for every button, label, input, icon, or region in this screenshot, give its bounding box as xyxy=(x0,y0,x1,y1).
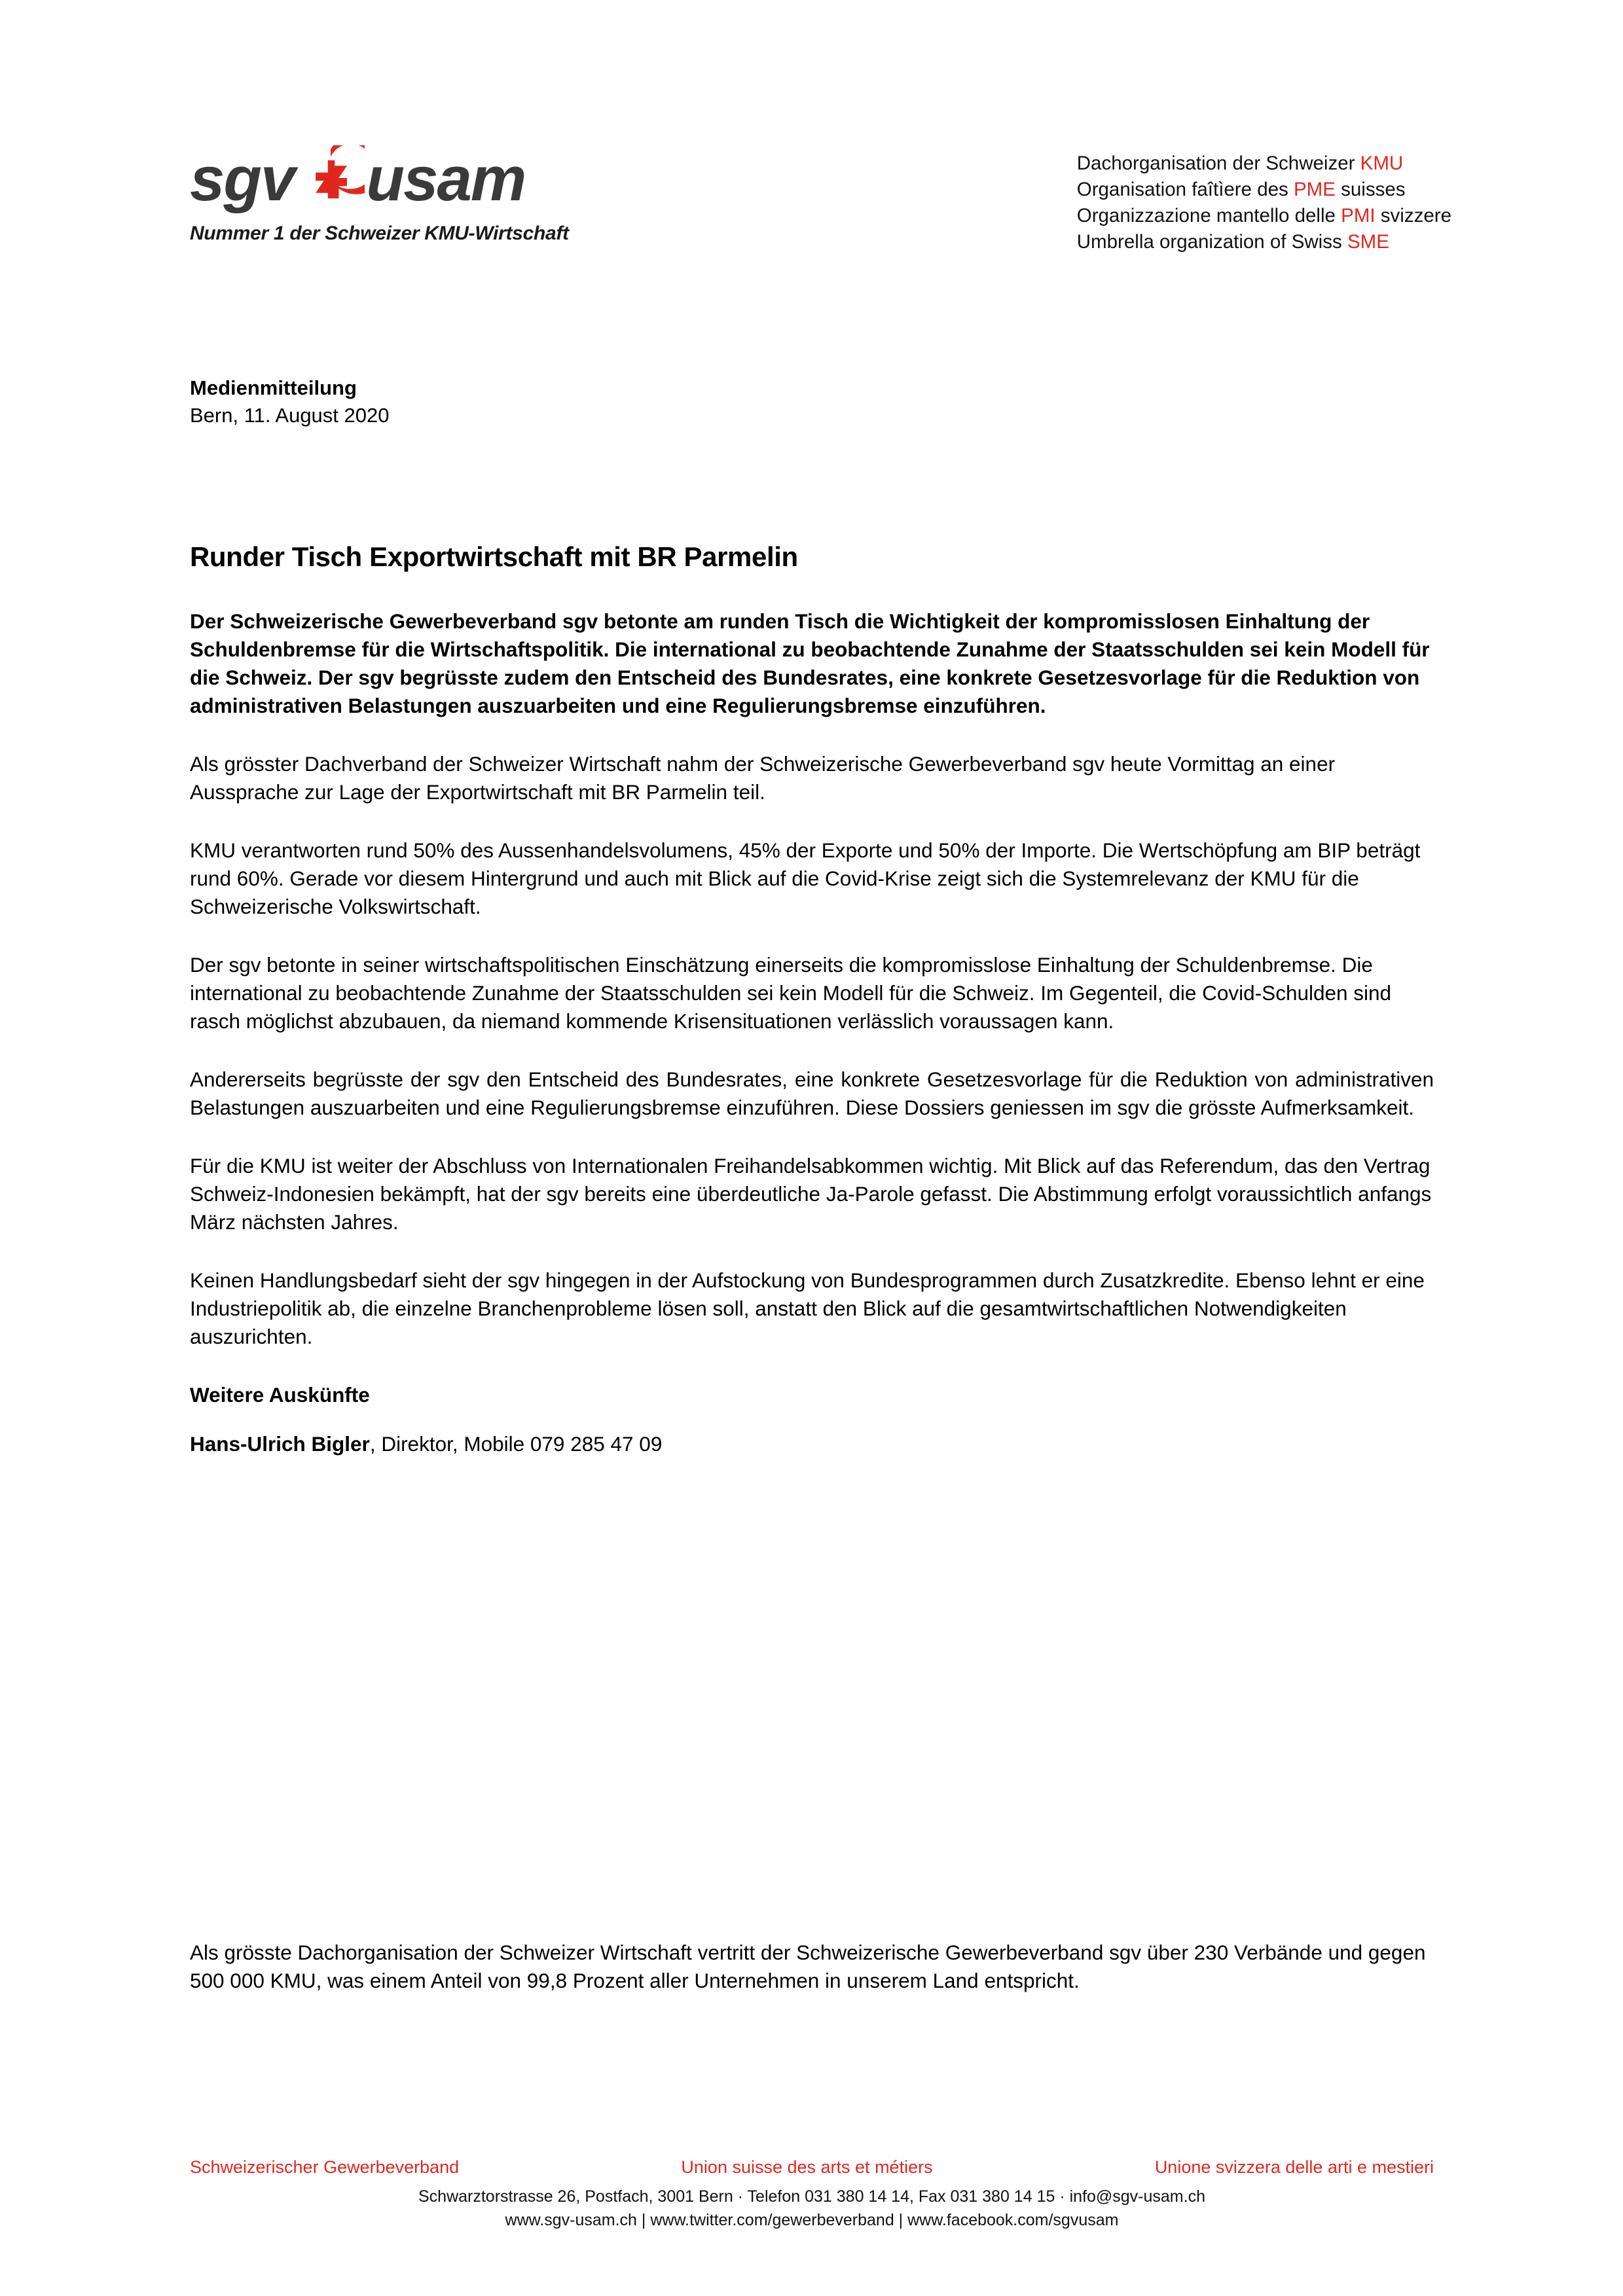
footer-contact-block xyxy=(190,2185,1434,2232)
page-title: Runder Tisch Exportwirtschaft mit BR Parmelin xyxy=(190,541,798,572)
contact-line xyxy=(190,1430,1434,1458)
logo-word-usam: usam xyxy=(366,144,526,214)
body-paragraph-6: Keinen Handlungsbedarf sieht der sgv hingegen in der Aufstockung von Bundesprogrammen durch Zusatzkredite. Ebenso lehnt er eine Industriepolitik ab, die einzelne Branchenprobleme lösen soll, anstatt den Blick auf die gesamtwirtschaftlichen Notwendigkeiten auszurichten. xyxy=(190,1268,1425,1349)
acronym-sme: SME xyxy=(1347,231,1389,253)
contact-person-details: , Direktor, Mobile 079 285 47 09 xyxy=(369,1432,663,1456)
contact-heading: Weitere Auskünfte xyxy=(190,1383,370,1407)
body-paragraph-1: Als grösster Dachverband der Schweizer Wirtschaft nahm der Schweizerische Gewerbeverband sgv heute Vormittag an einer Aussprache zur Lage der Exportwirtschaft mit BR Parmelin teil. xyxy=(190,752,1336,804)
acronym-kmu: KMU xyxy=(1360,152,1404,174)
document-type-label: Medienmitteilung xyxy=(190,376,357,399)
acronym-pmi: PMI xyxy=(1341,205,1376,226)
document-meta xyxy=(190,374,390,429)
footer-org-it: Unione svizzera delle arti e mestieri xyxy=(1154,2157,1434,2177)
boilerplate-paragraph: Als grösste Dachorganisation der Schweizer Wirtschaft vertritt der Schweizerische Gewerbeverband sgv über 230 Verbände und gegen 500 000 KMU, was einem Anteil von 99,8 Prozent aller Unternehmen in unserem Land entspricht. xyxy=(190,1941,1426,1992)
organization-logo xyxy=(190,143,569,245)
acronym-pme: PME xyxy=(1294,179,1336,200)
body-paragraph-2: KMU verantworten rund 50% des Aussenhandelsvolumens, 45% der Exporte und 50% der Importe. Die Wertschöpfung am BIP beträgt rund 60%. Gerade vor diesem Hintergrund und auch mit Blick auf die Covid-Krise zeigt sich die Systemrelevanz der KMU für die Schweizerische Volkswirtschaft. xyxy=(190,838,1421,919)
place-date: Bern, 11. August 2020 xyxy=(190,404,390,427)
page-footer xyxy=(190,2155,1434,2232)
subtitle-line-fr: Organisation faîtìere des PME suisses xyxy=(1076,179,1406,200)
footer-address-line: Schwarztorstrasse 26, Postfach, 3001 Bern · Telefon 031 380 14 14, Fax 031 380 14 15 · info@sgv-usam.ch xyxy=(418,2187,1205,2206)
footer-org-fr: Union suisse des arts et métiers xyxy=(681,2157,933,2177)
body-paragraph-5: Für die KMU ist weiter der Abschluss von Internationalen Freihandelsabkommen wichtig. Mit Blick auf das Referendum, das den Vertrag Schweiz-Indonesien bekämpft, hat der sgv bereits eine überdeutliche Ja-Parole gefasst. Die Abstimmung erfolgt voraussichtlich anfangs März nächsten Jahres. xyxy=(190,1154,1432,1234)
body-paragraph-4: Andererseits begrüsste der sgv den Entscheid des Bundesrates, eine konkrete Gesetzesvorlage für die Reduktion von administrativen Belastungen auszuarbeiten und eine Regulierungsbremse einzuführen. Diese Dossiers geniessen im sgv die grösste Aufmerksamkeit. xyxy=(190,1067,1434,1120)
sgv-usam-emblem-icon xyxy=(297,145,365,213)
subtitle-line-de: Dachorganisation der Schweizer KMU xyxy=(1076,152,1404,174)
page-header xyxy=(190,143,1451,255)
subtitle-line-it: Organizzazione mantello delle PMI svizzere xyxy=(1076,205,1451,226)
subtitle-line-en: Umbrella organization of Swiss SME xyxy=(1076,231,1389,253)
footer-org-de: Schweizerischer Gewerbeverband xyxy=(190,2157,460,2177)
multilingual-subtitle xyxy=(1077,143,1451,255)
body-paragraph-3: Der sgv betonte in seiner wirtschaftspolitischen Einschätzung einerseits die kompromisslose Einhaltung der Schuldenbremse. Die international zu beobachtende Zunahme der Staatsschulden sei kein Modell für die Schweiz. Im Gegenteil, die Covid-Schulden sind rasch möglichst abzubauen, da niemand kommende Krisensituationen verlässlich voraussagen kann. xyxy=(190,953,1392,1033)
footer-links-line[interactable]: www.sgv-usam.ch | www.twitter.com/gewerbeverband | www.facebook.com/sgvusam xyxy=(505,2211,1119,2229)
logo-word-sgv: sgv xyxy=(190,144,295,214)
logo-tagline: Nummer 1 der Schweizer KMU-Wirtschaft xyxy=(190,223,569,244)
logo-wordmark xyxy=(190,143,525,216)
contact-person-name: Hans-Ulrich Bigler xyxy=(190,1432,370,1456)
lead-paragraph: Der Schweizerische Gewerbeverband sgv betonte am runden Tisch die Wichtigkeit der kompromisslosen Einhaltung der Schuldenbremse für die Wirtschaftspolitik. Die international zu beobachtende Zunahme der Staatsschulden sei kein Modell für die Schweiz. Der sgv begrüsste zudem den Entscheid des Bundesrates, eine konkrete Gesetzesvorlage für die Reduktion von administrativen Belastungen auszuarbeiten und eine Regulierungsbremse einzuführen. xyxy=(190,609,1430,718)
footer-organization-names xyxy=(190,2155,1434,2179)
document-body xyxy=(190,541,1434,1458)
